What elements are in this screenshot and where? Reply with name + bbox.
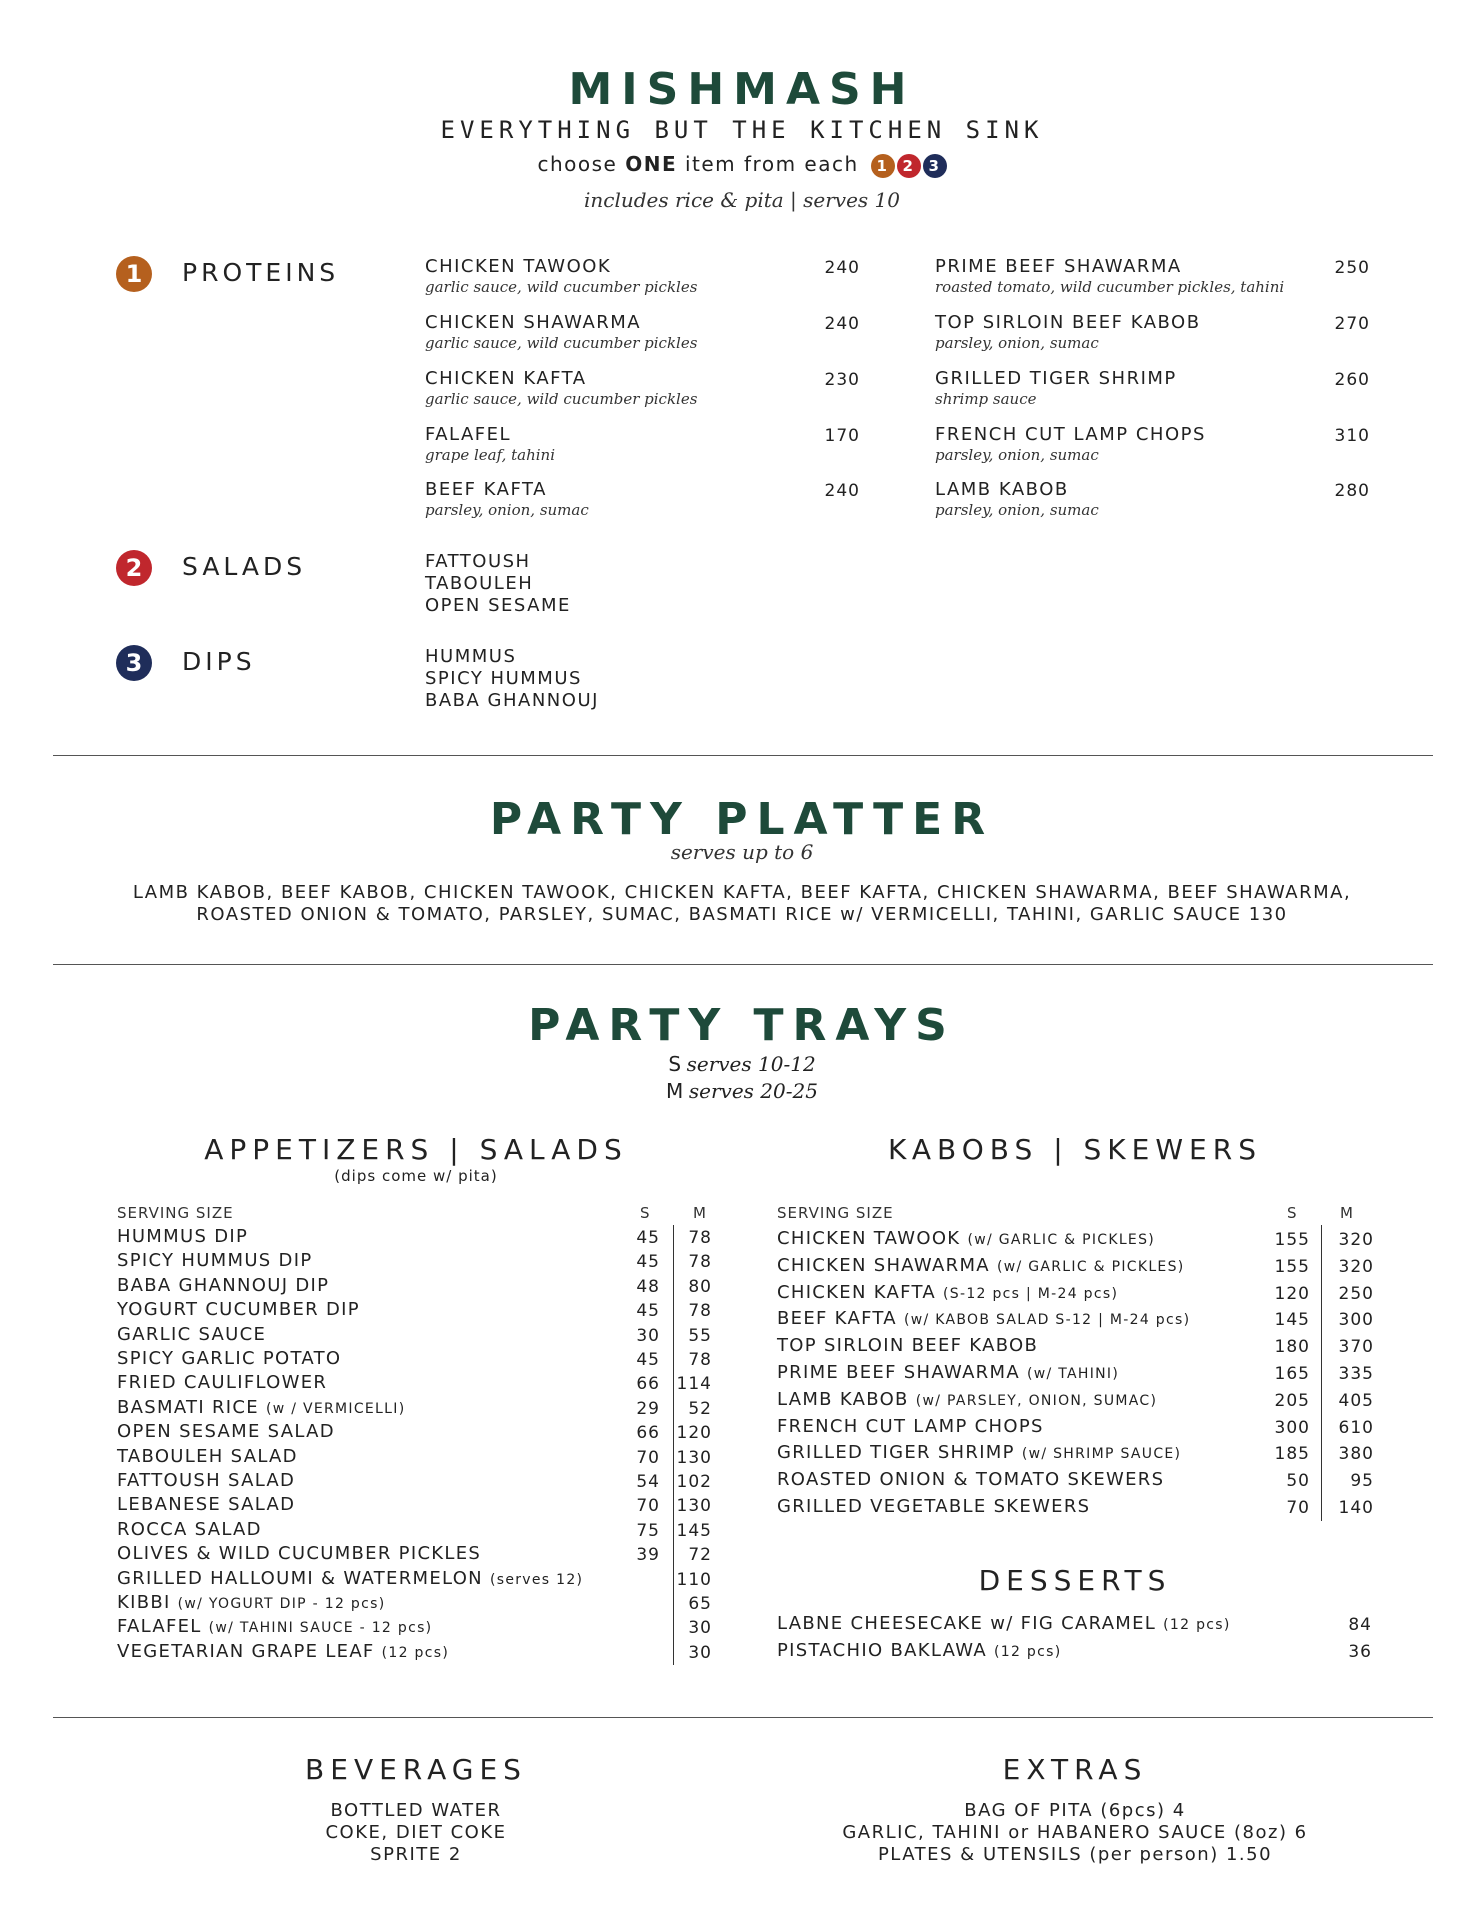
- appetizer-row-price-s: 39: [636, 1545, 660, 1566]
- appetizer-row: [117, 1372, 327, 1396]
- platter-title: PARTY PLATTER: [489, 794, 995, 845]
- kabob-row-name: PRIME BEEF SHAWARMA: [777, 1362, 1020, 1383]
- protein-name: CHICKEN KAFTA: [425, 368, 587, 389]
- appetizers-title: APPETIZERS | SALADS: [204, 1133, 628, 1166]
- kabob-row-price-s: 205: [1274, 1390, 1310, 1411]
- kabob-row-name: ROASTED ONION & TOMATO SKEWERS: [777, 1469, 1165, 1491]
- size-s-serves: serves 10-12: [686, 1052, 816, 1076]
- appetizer-row: [117, 1616, 432, 1640]
- dessert-sub: (12 pcs): [1163, 1617, 1231, 1633]
- dessert-price: 84: [1348, 1615, 1372, 1635]
- kabob-row: [777, 1282, 1118, 1306]
- kabobs-header-label: SERVING SIZE: [777, 1204, 894, 1222]
- appetizer-row: [117, 1494, 295, 1518]
- kabob-row-price-s: 180: [1274, 1337, 1310, 1358]
- appetizer-row-name: OLIVES & WILD CUCUMBER PICKLES: [117, 1543, 482, 1565]
- dessert-price: 36: [1348, 1642, 1372, 1662]
- dessert-row: [777, 1640, 1061, 1664]
- kabob-row-name: GRILLED TIGER SHRIMP: [777, 1442, 1015, 1464]
- appetizer-row-price-m: 114: [676, 1374, 712, 1395]
- appetizer-row: [117, 1299, 360, 1323]
- choose-pre: choose: [537, 152, 626, 176]
- extra-item: GARLIC, TAHINI or HABANERO SAUCE (8oz) 6: [842, 1822, 1308, 1843]
- dip-item: BABA GHANNOUJ: [425, 690, 599, 711]
- extra-item: PLATES & UTENSILS (per person) 1.50: [877, 1844, 1273, 1865]
- salad-item: FATTOUSH: [425, 551, 531, 572]
- appetizers-header-m: M: [693, 1204, 707, 1222]
- appetizer-row-price-m: 145: [676, 1520, 712, 1541]
- appetizers-header-s: S: [640, 1204, 651, 1222]
- appetizer-row: [117, 1568, 583, 1592]
- kabob-row-price-m: 300: [1338, 1310, 1374, 1331]
- mishmash-title: MISHMASH: [568, 64, 916, 115]
- appetizer-row-name: BABA GHANNOUJ DIP: [117, 1274, 330, 1296]
- appetizer-row: [117, 1275, 329, 1299]
- protein-item: [935, 368, 1177, 408]
- appetizer-row-name: LEBANESE SALAD: [117, 1494, 296, 1516]
- protein-desc: grape leaf, tahini: [425, 446, 556, 464]
- kabobs-column-divider: [1321, 1225, 1322, 1521]
- kabob-row-note: (w/ KABOB SALAD S-12 | M-24 pcs): [903, 1312, 1191, 1329]
- kabob-row-price-s: 120: [1274, 1283, 1310, 1304]
- salads-label: SALADS: [182, 552, 307, 581]
- appetizer-row-name: BASMATI RICE: [117, 1396, 259, 1418]
- protein-name: CHICKEN SHAWARMA: [425, 312, 642, 333]
- appetizer-row-price-m: 72: [688, 1545, 712, 1566]
- appetizer-row-name: GRILLED HALLOUMI & WATERMELON: [117, 1567, 483, 1589]
- beverage-item: SPRITE 2: [370, 1844, 462, 1865]
- protein-item: [425, 424, 555, 464]
- protein-desc: garlic sauce, wild cucumber pickles: [425, 390, 698, 408]
- kabob-row-note: (S-12 pcs | M-24 pcs): [943, 1285, 1119, 1302]
- appetizer-row-price-s: 30: [636, 1325, 660, 1346]
- protein-item: [935, 256, 1284, 296]
- appetizer-row-price-m: 55: [688, 1325, 712, 1346]
- protein-price: 240: [824, 314, 860, 334]
- size-m-serves: serves 20-25: [688, 1079, 818, 1103]
- appetizer-row-price-s: 70: [636, 1496, 660, 1517]
- appetizer-row-price-m: 30: [688, 1642, 712, 1663]
- protein-name: CHICKEN TAWOOK: [425, 256, 612, 277]
- kabob-row-price-m: 610: [1338, 1417, 1374, 1438]
- appetizer-row: [117, 1348, 341, 1372]
- appetizers-note: (dips come w/ pita): [334, 1167, 498, 1185]
- salad-item: OPEN SESAME: [425, 595, 571, 616]
- appetizer-row-price-m: 102: [676, 1472, 712, 1492]
- appetizer-row-name: TABOULEH SALAD: [117, 1445, 298, 1467]
- kabob-row-price-m: 380: [1338, 1444, 1374, 1465]
- choose-line: [0, 152, 1484, 178]
- protein-item: [935, 424, 1206, 464]
- kabob-row: [777, 1362, 1119, 1386]
- protein-name: BEEF KAFTA: [425, 479, 547, 500]
- platter-serves: serves up to 6: [670, 840, 814, 864]
- appetizer-row-name: ROCCA SALAD: [117, 1518, 262, 1540]
- kabob-row-price-m: 370: [1338, 1337, 1374, 1358]
- dessert-name: LABNE CHEESECAKE w/ FIG CARAMEL: [777, 1613, 1157, 1634]
- divider: [53, 1717, 1433, 1718]
- protein-name: TOP SIRLOIN BEEF KABOB: [935, 312, 1201, 333]
- kabob-row: [777, 1255, 1185, 1279]
- serves-m-line: [0, 1079, 1484, 1104]
- appetizer-row-name: FATTOUSH SALAD: [117, 1470, 296, 1491]
- appetizer-row-price-s: 66: [636, 1423, 660, 1444]
- protein-desc: parsley, onion, sumac: [425, 501, 589, 519]
- proteins-label: PROTEINS: [182, 258, 340, 287]
- protein-item: [425, 368, 697, 408]
- appetizer-row-price-m: 80: [688, 1276, 712, 1297]
- protein-item: [425, 479, 589, 519]
- appetizer-row-price-s: 45: [636, 1350, 660, 1370]
- appetizer-row-price-s: 45: [636, 1228, 660, 1248]
- kabob-row-name: BEEF KAFTA: [777, 1308, 897, 1330]
- protein-price: 170: [824, 426, 860, 446]
- appetizer-row: [117, 1421, 335, 1445]
- kabob-row-name: GRILLED VEGETABLE SKEWERS: [777, 1496, 1091, 1517]
- salad-item: TABOULEH: [425, 573, 534, 594]
- dip-item: HUMMUS: [425, 646, 517, 667]
- appetizers-header-label: SERVING SIZE: [117, 1204, 234, 1222]
- protein-name: FRENCH CUT LAMP CHOPS: [935, 424, 1206, 445]
- platter-line-1: LAMB KABOB, BEEF KABOB, CHICKEN TAWOOK, CHICKEN KAFTA, BEEF KAFTA, CHICKEN SHAWARMA, BEEF SHAWARMA,: [132, 882, 1352, 903]
- kabob-row-price-m: 140: [1338, 1498, 1374, 1518]
- kabobs-header-m: M: [1340, 1204, 1354, 1222]
- badge-2-icon: 2: [897, 154, 921, 178]
- appetizer-row-price-s: 45: [636, 1252, 660, 1273]
- protein-desc: parsley, onion, sumac: [935, 501, 1099, 519]
- size-m-label: M: [666, 1079, 684, 1103]
- kabob-row-price-m: 335: [1338, 1364, 1374, 1384]
- appetizer-row-name: VEGETARIAN GRAPE LEAF: [117, 1640, 375, 1662]
- appetizer-row-name: KIBBI: [117, 1592, 171, 1613]
- appetizer-row-price-m: 110: [676, 1569, 712, 1590]
- appetizer-row-name: SPICY HUMMUS DIP: [117, 1250, 313, 1272]
- appetizer-row: [117, 1226, 248, 1250]
- kabob-row-name: CHICKEN KAFTA: [777, 1281, 936, 1303]
- kabob-row-price-s: 185: [1274, 1444, 1310, 1465]
- appetizer-row: [117, 1397, 405, 1421]
- protein-desc: parsley, onion, sumac: [935, 334, 1099, 352]
- protein-price: 280: [1334, 481, 1370, 501]
- kabob-row-price-s: 155: [1274, 1256, 1310, 1277]
- protein-price: 270: [1334, 314, 1370, 334]
- kabob-row-price-m: 320: [1338, 1256, 1374, 1277]
- kabob-row: [777, 1228, 1155, 1252]
- kabob-row: [777, 1335, 1038, 1359]
- protein-price: 230: [824, 370, 860, 390]
- protein-desc: parsley, onion, sumac: [935, 446, 1099, 464]
- extras-title: EXTRAS: [1002, 1753, 1148, 1786]
- desserts-title: DESSERTS: [978, 1564, 1172, 1597]
- appetizer-row-price-m: 78: [688, 1350, 712, 1370]
- kabob-row-price-s: 155: [1274, 1230, 1310, 1250]
- appetizer-row-note: (w/ YOGURT DIP - 12 pcs): [177, 1596, 386, 1612]
- appetizer-row-price-m: 78: [688, 1301, 712, 1322]
- appetizer-row-price-s: 45: [636, 1301, 660, 1322]
- kabob-row-note: (w/ GARLIC & PICKLES): [967, 1232, 1156, 1248]
- kabob-row-name: CHICKEN SHAWARMA: [777, 1254, 990, 1276]
- mishmash-subtitle: EVERYTHING BUT THE KITCHEN SINK: [440, 116, 1044, 144]
- kabob-row: [777, 1496, 1090, 1520]
- kabob-row-name: FRENCH CUT LAMP CHOPS: [777, 1415, 1044, 1437]
- appetizer-row-name: OPEN SESAME SALAD: [117, 1421, 335, 1443]
- kabob-row: [777, 1469, 1164, 1493]
- dips-number-icon: 3: [116, 645, 152, 681]
- appetizer-row: [117, 1592, 385, 1616]
- kabob-row: [777, 1389, 1157, 1413]
- extra-item: BAG OF PITA (6pcs) 4: [964, 1800, 1186, 1821]
- appetizer-row-price-s: 66: [636, 1374, 660, 1395]
- dip-item: SPICY HUMMUS: [425, 668, 582, 689]
- appetizer-row-name: FALAFEL: [117, 1616, 202, 1638]
- kabob-row: [777, 1308, 1190, 1332]
- kabob-row-price-s: 300: [1274, 1417, 1310, 1438]
- salads-number-icon: 2: [116, 550, 152, 586]
- dips-label: DIPS: [182, 647, 256, 676]
- appetizer-row: [117, 1470, 295, 1494]
- kabob-row-price-m: 95: [1350, 1471, 1374, 1492]
- badge-3-icon: 3: [923, 154, 947, 178]
- dessert-name: PISTACHIO BAKLAWA: [777, 1640, 987, 1661]
- protein-desc: shrimp sauce: [935, 390, 1037, 408]
- kabob-row-price-s: 145: [1274, 1310, 1310, 1331]
- appetizer-row-note: (12 pcs): [381, 1644, 450, 1661]
- beverages-list: [116, 1800, 716, 1866]
- appetizer-row-name: SPICY GARLIC POTATO: [117, 1348, 342, 1369]
- protein-desc: roasted tomato, wild cucumber pickles, tahini: [935, 278, 1285, 296]
- appetizer-row-price-s: 54: [636, 1472, 660, 1492]
- kabobs-header-s: S: [1287, 1204, 1298, 1222]
- appetizer-row-name: FRIED CAULIFLOWER: [117, 1372, 328, 1394]
- includes-line: includes rice & pita | serves 10: [583, 188, 900, 212]
- dips-list: [425, 646, 599, 712]
- appetizer-row-price-m: 65: [688, 1594, 712, 1614]
- appetizer-row-price-s: 29: [636, 1398, 660, 1419]
- appetizer-row-price-m: 78: [688, 1228, 712, 1248]
- protein-name: FALAFEL: [425, 424, 512, 445]
- appetizer-row-price-s: 70: [636, 1447, 660, 1468]
- protein-price: 310: [1334, 426, 1370, 446]
- beverage-item: BOTTLED WATER: [330, 1800, 502, 1821]
- kabob-row-note: (w/ GARLIC & PICKLES): [996, 1258, 1185, 1275]
- kabob-row: [777, 1416, 1044, 1440]
- kabob-row-note: (w/ SHRIMP SAUCE): [1021, 1446, 1182, 1463]
- kabob-row-name: TOP SIRLOIN BEEF KABOB: [777, 1335, 1039, 1357]
- kabobs-title: KABOBS | SKEWERS: [888, 1133, 1262, 1166]
- divider: [53, 964, 1433, 965]
- kabob-row-price-s: 165: [1274, 1364, 1310, 1384]
- appetizer-row-note: (serves 12): [489, 1571, 584, 1588]
- kabob-row-price-m: 320: [1338, 1230, 1374, 1250]
- kabob-row-name: LAMB KABOB: [777, 1388, 909, 1410]
- appetizer-row: [117, 1324, 266, 1348]
- appetizer-row-note: (w / VERMICELLI): [265, 1400, 406, 1417]
- choose-post: item from each: [677, 152, 859, 176]
- protein-desc: garlic sauce, wild cucumber pickles: [425, 278, 698, 296]
- protein-price: 250: [1334, 258, 1370, 278]
- divider: [53, 755, 1433, 756]
- kabob-row-note: (w/ TAHINI): [1026, 1366, 1120, 1382]
- serves-s-line: [0, 1052, 1484, 1077]
- choose-bold: ONE: [625, 152, 678, 176]
- kabob-row-price-s: 50: [1286, 1471, 1310, 1492]
- badge-1-icon: 1: [871, 154, 895, 178]
- salads-list: [425, 551, 571, 617]
- dessert-sub: (12 pcs): [993, 1644, 1062, 1660]
- appetizer-row-price-m: 52: [688, 1398, 712, 1419]
- protein-item: [935, 312, 1201, 352]
- protein-price: 260: [1334, 370, 1370, 390]
- appetizer-row-price-s: 75: [636, 1520, 660, 1541]
- protein-desc: garlic sauce, wild cucumber pickles: [425, 334, 698, 352]
- appetizer-row: [117, 1519, 262, 1543]
- protein-item: [425, 256, 697, 296]
- appetizer-row-name: YOGURT CUCUMBER DIP: [117, 1299, 360, 1321]
- protein-item: [935, 479, 1099, 519]
- appetizer-row: [117, 1446, 298, 1470]
- proteins-number-icon: 1: [116, 256, 152, 292]
- appetizer-row-price-s: 48: [636, 1276, 660, 1297]
- appetizer-row-name: GARLIC SAUCE: [117, 1323, 267, 1345]
- appetizer-row-price-m: 78: [688, 1252, 712, 1273]
- size-s-label: S: [668, 1052, 682, 1076]
- kabob-row-price-s: 70: [1286, 1498, 1310, 1518]
- kabob-row-price-m: 405: [1338, 1390, 1374, 1411]
- protein-price: 240: [824, 481, 860, 501]
- kabob-row-name: CHICKEN TAWOOK: [777, 1228, 961, 1249]
- dessert-row: [777, 1613, 1231, 1637]
- appetizer-row-price-m: 130: [676, 1447, 712, 1468]
- appetizer-row-price-m: 120: [676, 1423, 712, 1444]
- protein-name: GRILLED TIGER SHRIMP: [935, 368, 1177, 389]
- extras-list: [775, 1800, 1375, 1866]
- appetizer-row-price-m: 130: [676, 1496, 712, 1517]
- platter-line-2: ROASTED ONION & TOMATO, PARSLEY, SUMAC, BASMATI RICE w/ VERMICELLI, TAHINI, GARLIC SAUCE 130: [196, 904, 1288, 925]
- appetizer-row: [117, 1250, 312, 1274]
- appetizer-row-note: (w/ TAHINI SAUCE - 12 pcs): [208, 1620, 433, 1637]
- beverages-title: BEVERAGES: [305, 1753, 527, 1786]
- beverage-item: COKE, DIET COKE: [325, 1822, 507, 1843]
- kabob-row: [777, 1442, 1181, 1466]
- kabob-row-note: (w/ PARSLEY, ONION, SUMAC): [915, 1392, 1158, 1409]
- trays-title: PARTY TRAYS: [528, 1000, 956, 1051]
- appetizer-row: [117, 1543, 481, 1567]
- appetizer-row-price-m: 30: [688, 1618, 712, 1639]
- appetizer-row-name: HUMMUS DIP: [117, 1226, 249, 1247]
- appetizer-row: [117, 1641, 449, 1665]
- kabob-row-price-m: 250: [1338, 1283, 1374, 1304]
- protein-item: [425, 312, 697, 352]
- protein-price: 240: [824, 258, 860, 278]
- protein-name: PRIME BEEF SHAWARMA: [935, 256, 1182, 277]
- protein-name: LAMB KABOB: [935, 479, 1069, 500]
